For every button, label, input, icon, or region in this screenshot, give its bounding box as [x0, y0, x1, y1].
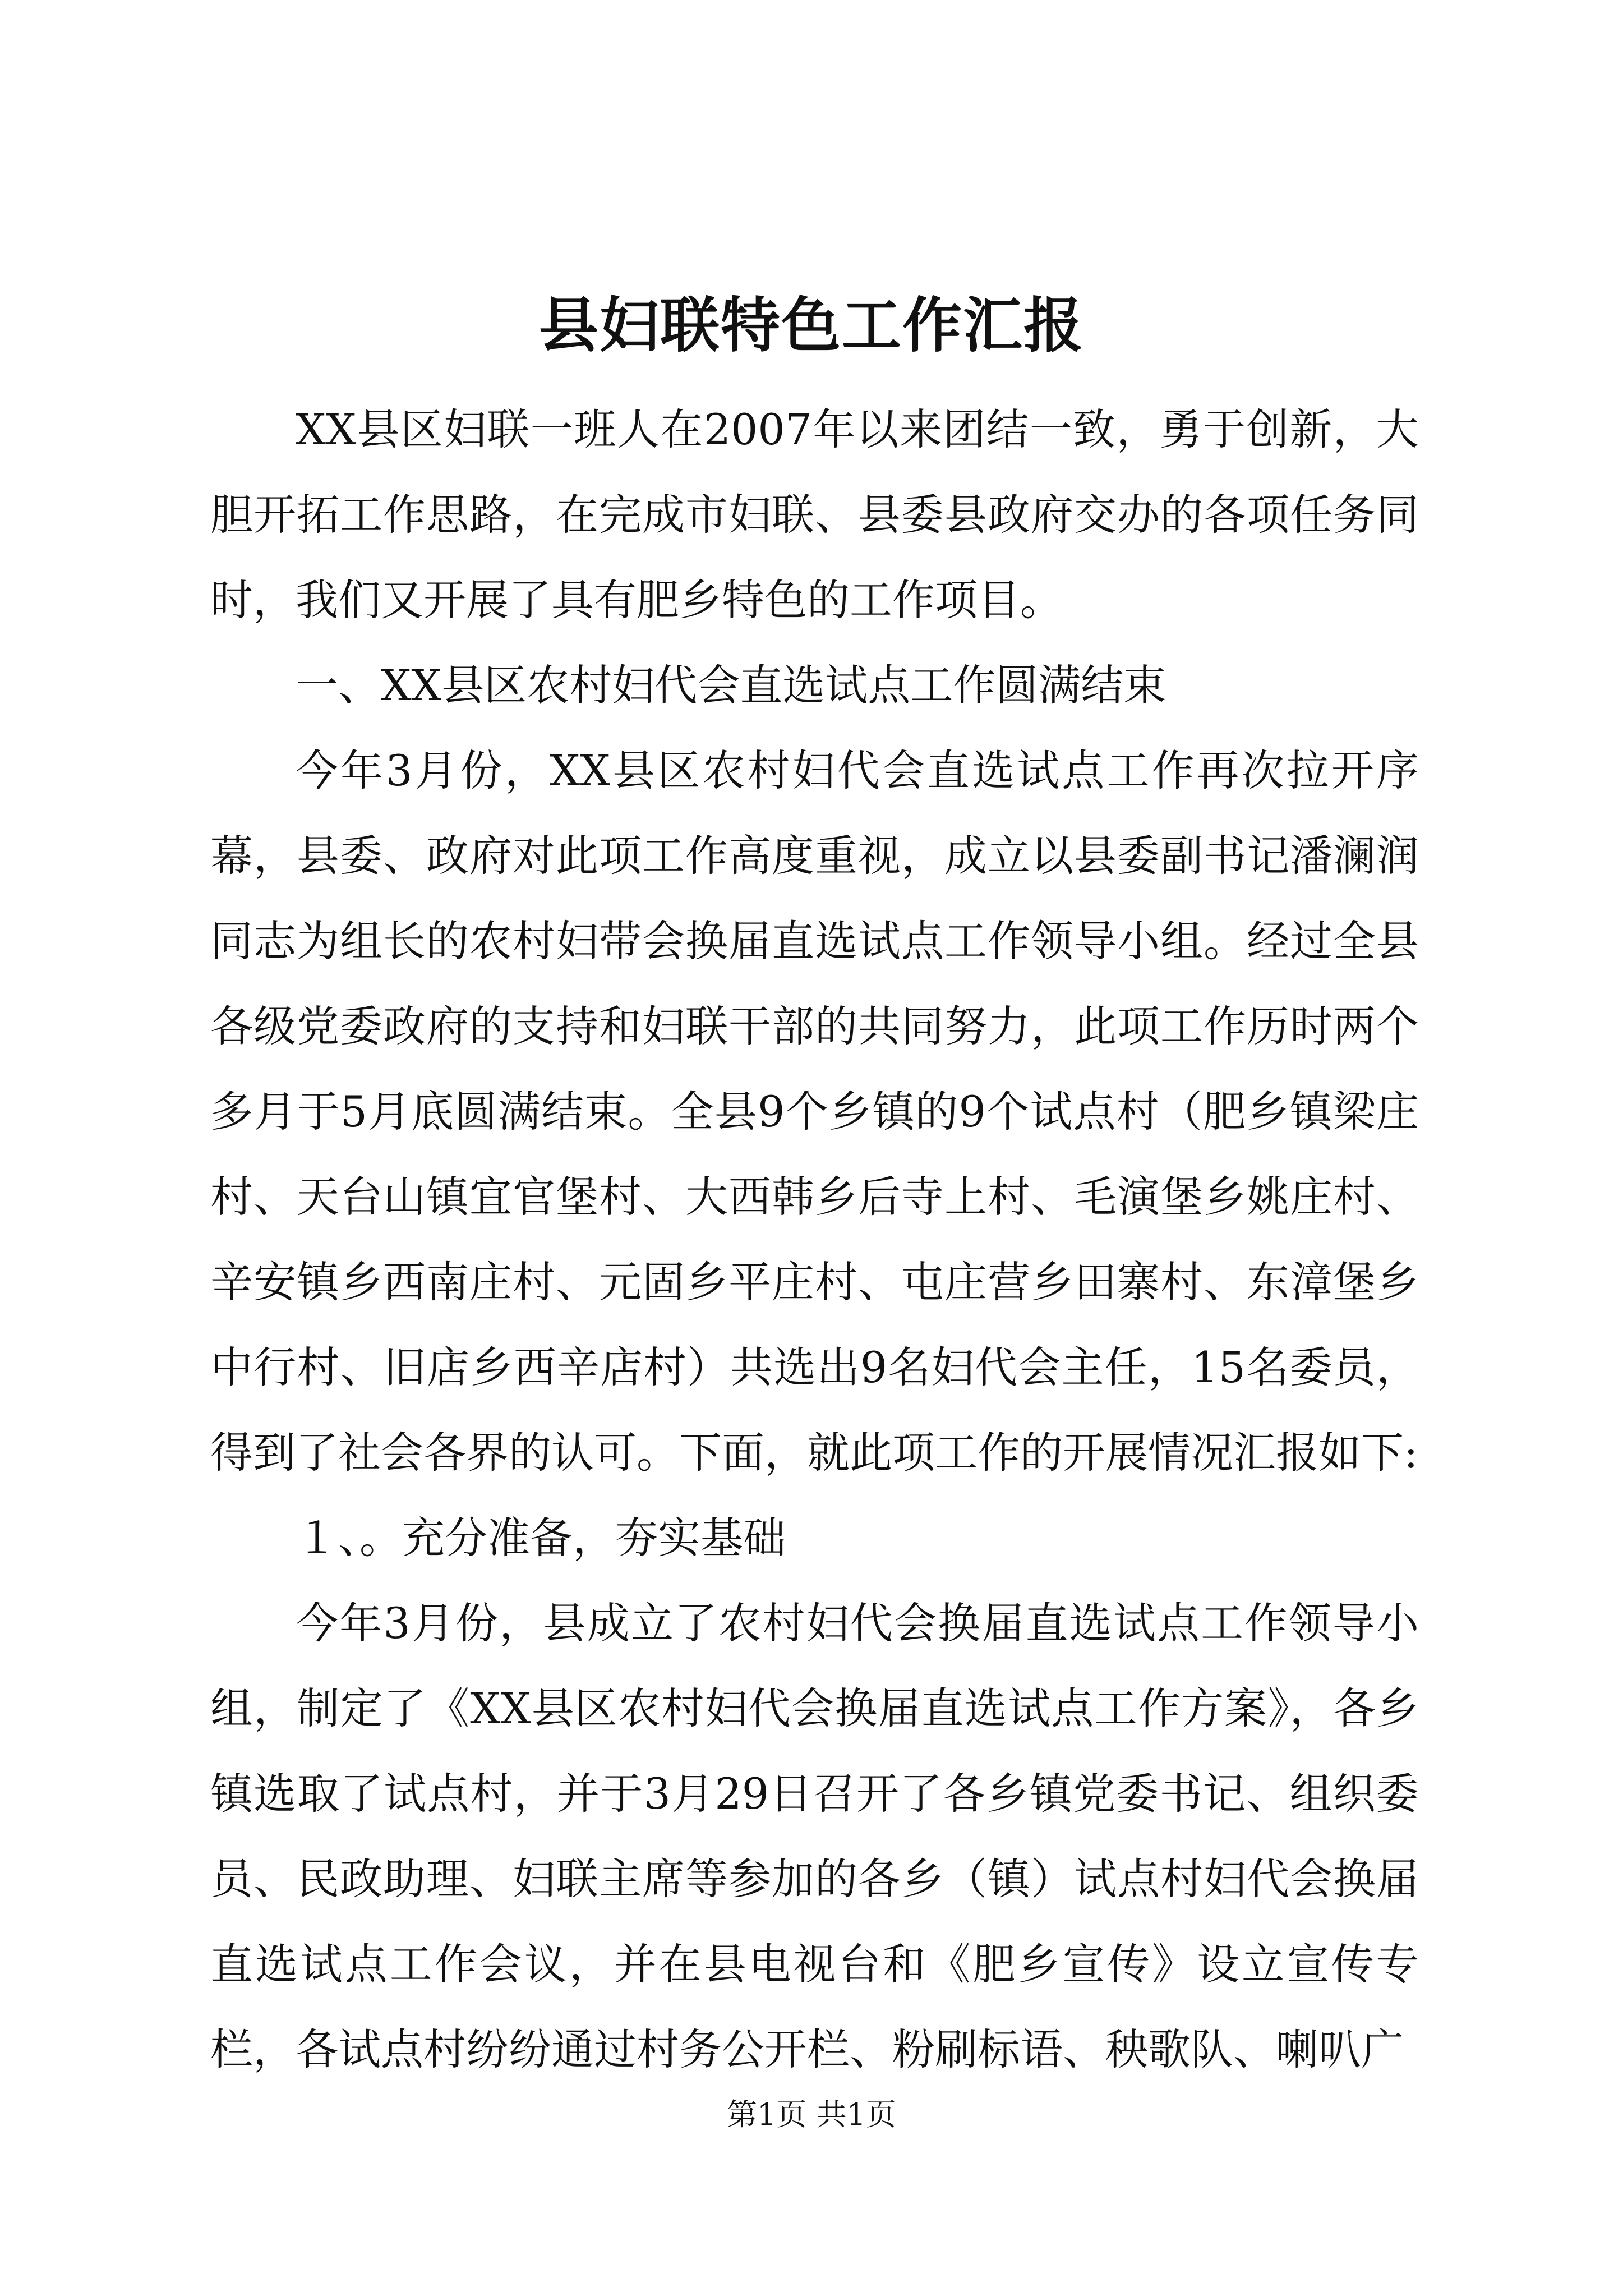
- section-heading-1: 一、XX县区农村妇代会直选试点工作圆满结束: [296, 660, 1166, 710]
- paragraph-section-1: 今年3月份，XX县区农村妇代会直选试点工作再次拉开序幕，县委、政府对此项工作高度重视，成立以县委副书记潘澜润同志为组长的农村妇带会换届直选试点工作领导小组。经过全县各级党委政府的支持和妇联干部的共同努力，此项工作历时两个多月于5月底圆满结束。全县9个乡镇的9个试点村（肥乡镇梁庄村、天台山镇宜官堡村、大西韩乡后寺上村、毛演堡乡姚庄村、辛安镇乡西南庄村、元固乡平庄村、屯庄营乡田寨村、东漳堡乡中行村、旧店乡西辛店村）共选出9名妇代会主任，15名委员，得到了社会各界的认可。下面，就此项工作的开展情况汇报如下:: [210, 746, 1419, 1478]
- paragraph-subsection-1: 今年3月份，县成立了农村妇代会换届直选试点工作领导小组，制定了《XX县区农村妇代会换届直选试点工作方案》，各乡镇选取了试点村，并于3月29日召开了各乡镇党委书记、组织委员、民政助理、妇联主席等参加的各乡（镇）试点村妇代会换届直选试点工作会议，并在县电视台和《肥乡宣传》设立宣传专栏，各试点村纷纷通过村务公开栏、粉刷标语、秧歌队、喇叭广: [210, 1598, 1419, 2074]
- subsection-heading-1: １、。充分准备，夯实基础: [296, 1513, 786, 1563]
- paragraph-intro: XX县区妇联一班人在2007年以来团结一致，勇于创新，大胆开拓工作思路，在完成市妇联、县委县政府交办的各项任务同时，我们又开展了具有肥乡特色的工作项目。: [210, 404, 1419, 625]
- document-body: [210, 387, 1419, 2092]
- document-title: 县妇联特色工作汇报: [539, 290, 1084, 360]
- page-footer: 第1页 共1页: [727, 2097, 896, 2132]
